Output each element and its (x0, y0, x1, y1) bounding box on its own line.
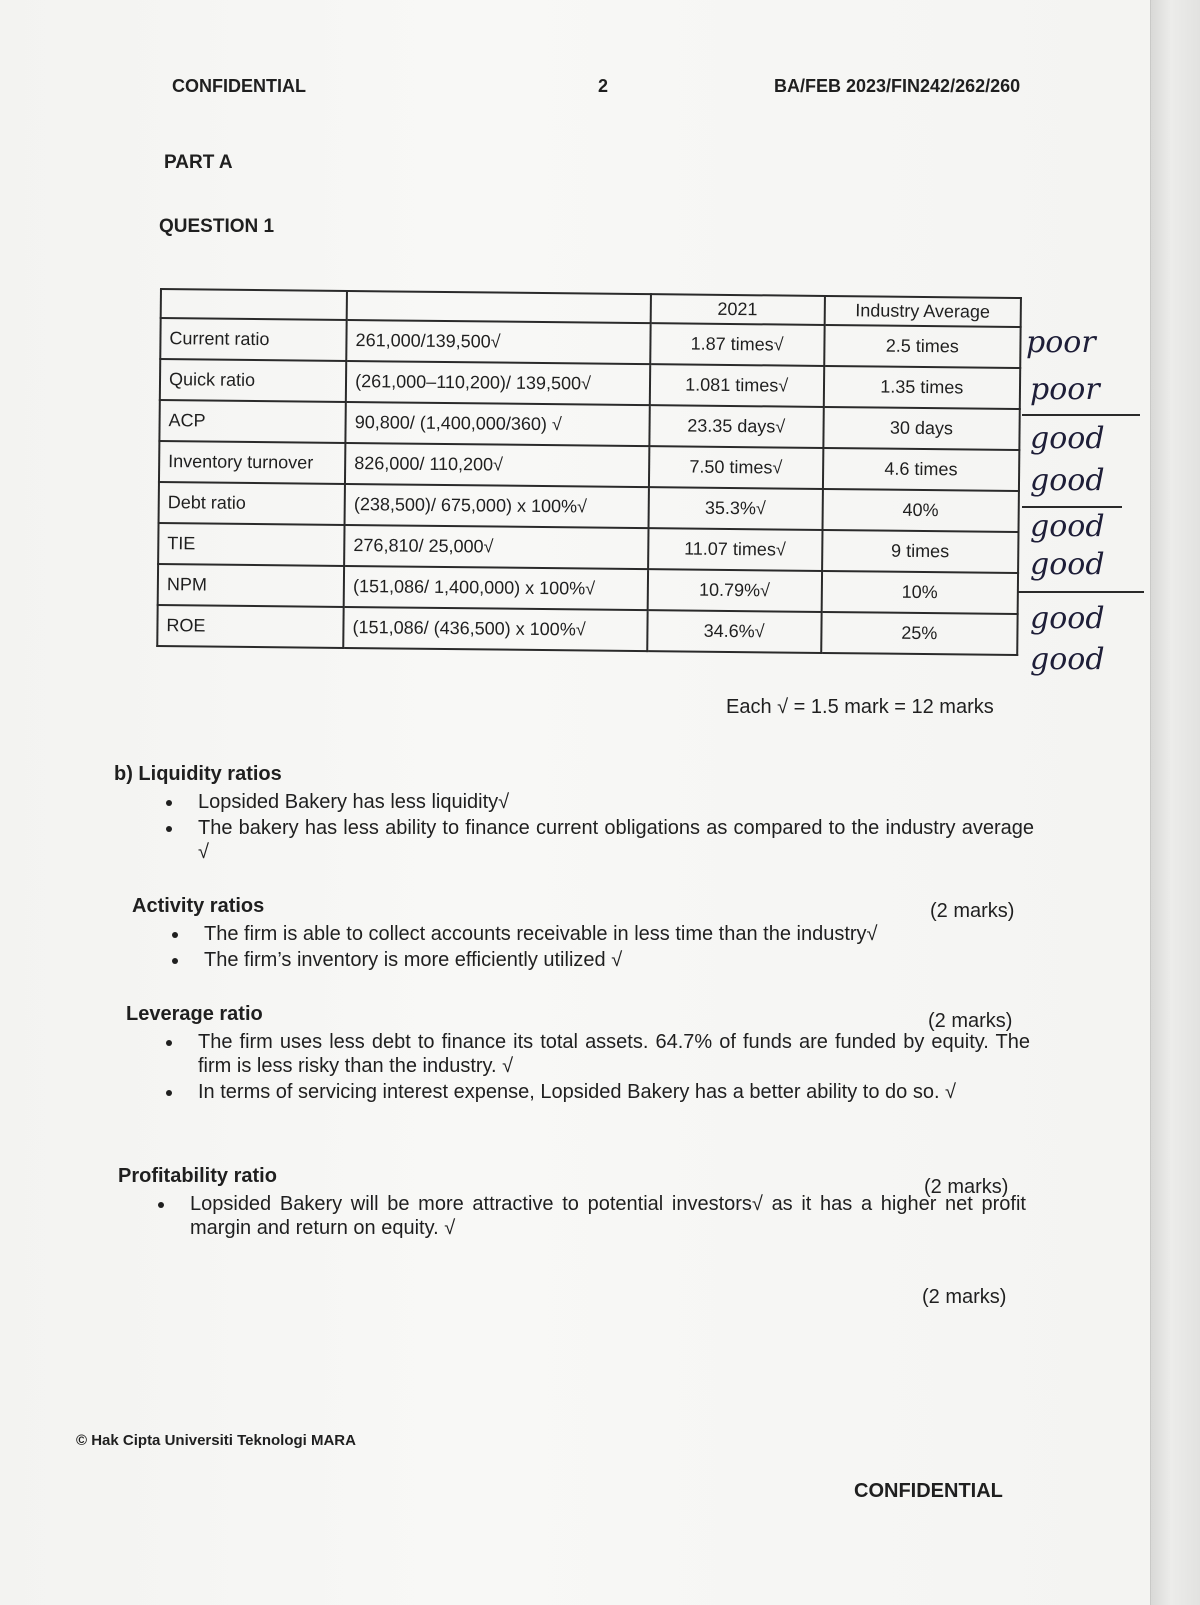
handwritten-note: good (1030, 421, 1105, 456)
handwritten-note: good (1030, 547, 1105, 582)
handwritten-separator (1022, 414, 1140, 416)
list-item: • Lopsided Bakery has less liquidity√ (184, 790, 1034, 814)
header-cell (161, 289, 347, 320)
ratio-formula: 276,810/ 25,000√ (344, 525, 648, 569)
ratio-name: ACP (159, 400, 346, 443)
industry-average: 1.35 times (823, 366, 1020, 409)
ratio-value-2021: 35.3%√ (648, 487, 822, 530)
industry-average: 2.5 times (824, 325, 1021, 368)
copyright-notice: © Hak Cipta Universiti Teknologi MARA (76, 1432, 356, 1449)
ratio-formula: 261,000/139,500√ (346, 320, 650, 364)
header-cell-industry: Industry Average (824, 296, 1021, 327)
section-heading: Activity ratios (132, 895, 265, 917)
ratio-value-2021: 10.79%√ (647, 569, 821, 612)
next-page-edge (1150, 0, 1200, 1605)
ratio-name: TIE (158, 523, 345, 566)
marks-label: (2 marks) (930, 900, 1015, 922)
liquidity-section (114, 762, 1034, 866)
header-cell-year: 2021 (650, 294, 824, 325)
ratio-formula: 90,800/ (1,400,000/360) √ (346, 402, 650, 446)
ratio-value-2021: 1.081 times√ (649, 364, 823, 407)
handwritten-note: good (1030, 509, 1105, 544)
question-title: QUESTION 1 (159, 216, 275, 237)
ratio-name: ROE (157, 605, 344, 648)
section-heading: Profitability ratio (118, 1165, 277, 1187)
table-row (157, 605, 1017, 655)
list-item: • The firm’s inventory is more efficiently utilized √ (190, 948, 1042, 972)
footer-confidential: CONFIDENTIAL (854, 1480, 1003, 1502)
list-item: • In terms of servicing interest expense, Lopsided Bakery has a better ability to do so. √ (184, 1080, 1030, 1104)
ratio-formula: (238,500)/ 675,000) x 100%√ (345, 484, 649, 528)
ratio-formula: 826,000/ 110,200√ (345, 443, 649, 487)
course-code: BA/FEB 2023/FIN242/262/260 (774, 76, 1021, 96)
section-heading: b) Liquidity ratios (114, 763, 282, 785)
marks-label: (2 marks) (928, 1010, 1013, 1032)
industry-average: 10% (821, 571, 1018, 614)
ratio-table (156, 288, 1022, 656)
handwritten-note: good (1030, 463, 1105, 498)
industry-average: 40% (822, 489, 1019, 532)
list-item: • The firm is able to collect accounts receivable in less time than the industry√ (190, 922, 1042, 946)
list-item: • The firm uses less debt to finance its total assets. 64.7% of funds are funded by equity. The firm is less risky than the industry. √ (184, 1030, 1030, 1078)
handwritten-separator (1018, 591, 1144, 593)
bullet-list (126, 1030, 1030, 1104)
list-item: • Lopsided Bakery will be more attractive to potential investors√ as it has a higher net profit margin and return on equity. √ (176, 1192, 1026, 1240)
final-marks-label: (2 marks) (922, 1286, 1007, 1308)
header-confidential: CONFIDENTIAL (172, 76, 306, 96)
ratio-name: Inventory turnover (159, 441, 346, 484)
profitability-section (118, 1164, 1026, 1242)
bullet-list (132, 922, 1042, 972)
handwritten-separator (1022, 506, 1122, 508)
activity-section (132, 894, 1042, 974)
ratio-value-2021: 34.6%√ (647, 610, 821, 653)
ratio-value-2021: 7.50 times√ (649, 446, 823, 489)
part-title: PART A (164, 152, 233, 173)
list-item: • The bakery has less ability to finance current obligations as compared to the industry average √ (184, 816, 1034, 864)
leverage-section (126, 1002, 1030, 1106)
header-cell (347, 291, 651, 323)
ratio-value-2021: 11.07 times√ (648, 528, 822, 571)
industry-average: 30 days (823, 407, 1020, 450)
ratio-name: Current ratio (160, 318, 347, 361)
ratio-name: Quick ratio (160, 359, 347, 402)
marks-note: Each √ = 1.5 mark = 12 marks (726, 696, 994, 718)
ratio-formula: (261,000–110,200)/ 139,500√ (346, 361, 650, 405)
ratio-formula: (151,086/ 1,400,000) x 100%√ (344, 566, 648, 610)
handwritten-note: poor (1026, 325, 1096, 360)
ratio-name: Debt ratio (159, 482, 346, 525)
handwritten-note: good (1030, 601, 1105, 636)
ratio-name: NPM (158, 564, 345, 607)
ratio-value-2021: 23.35 days√ (649, 405, 823, 448)
bullet-list (114, 790, 1034, 864)
section-heading: Leverage ratio (126, 1003, 263, 1025)
industry-average: 4.6 times (823, 448, 1020, 491)
industry-average: 25% (821, 612, 1018, 655)
marks-label: (2 marks) (924, 1176, 1009, 1198)
industry-average: 9 times (822, 530, 1019, 573)
ratio-formula: (151,086/ (436,500) x 100%√ (343, 607, 647, 651)
ratio-value-2021: 1.87 times√ (650, 323, 824, 366)
handwritten-note: poor (1030, 372, 1100, 407)
handwritten-note: good (1030, 642, 1105, 677)
page-number: 2 (598, 76, 609, 96)
bullet-list (118, 1192, 1026, 1240)
